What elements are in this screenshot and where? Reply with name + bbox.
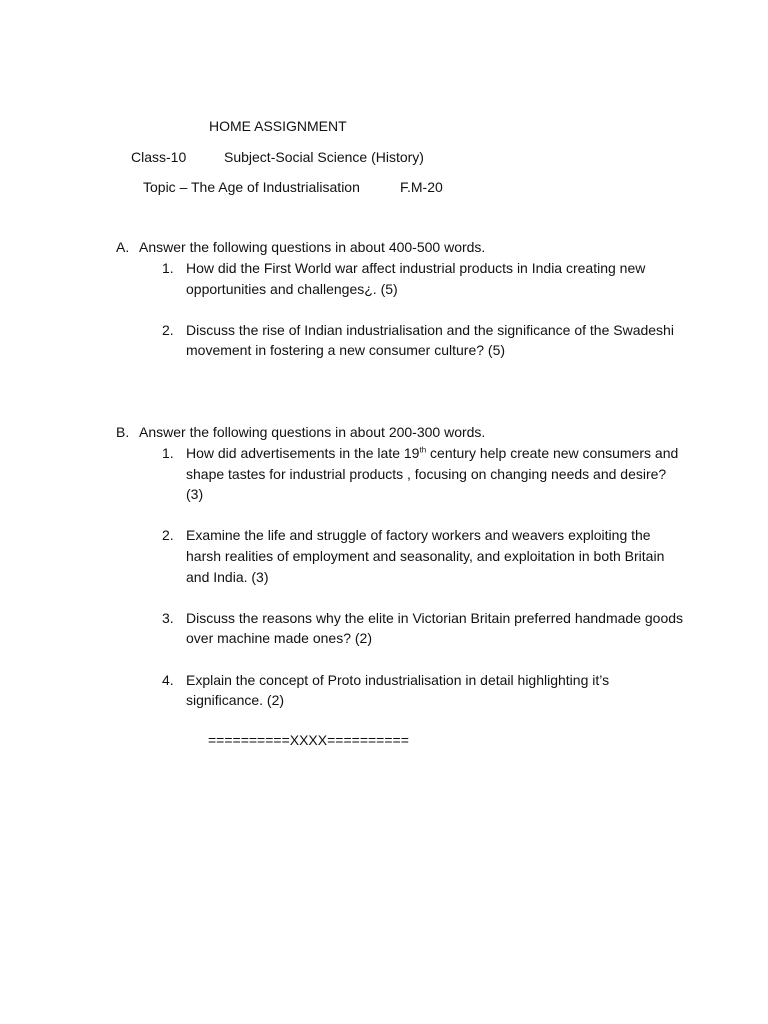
question-number: 3. [162,609,174,626]
section-b-heading [116,422,696,442]
section-instruction: Answer the following questions in about 400-500 words. [139,239,486,255]
full-marks-label: F.M-20 [400,179,443,195]
question-list [116,258,696,361]
question-text: Examine the life and struggle of factory workers and weavers exploiting the harsh realities of employment and seasonality, and exploitation in both Britain and India. (3) [186,527,665,585]
question-item [162,525,696,587]
question-text [186,443,686,505]
question-list [116,443,696,711]
question-item [162,608,696,649]
question-number: 2. [162,321,174,338]
section-b [116,422,696,711]
section-instruction: Answer the following questions in about 200-300 words. [139,424,486,440]
class-label: Class-10 [131,149,187,165]
question-number: 1. [162,445,174,461]
question-text: Discuss the reasons why the elite in Victorian Britain preferred handmade goods over machine made ones? (2) [186,609,684,647]
question-text-part: How did advertisements in the late 19 [186,445,420,461]
end-divider: ==========XXXX========== [208,732,409,748]
question-item [162,258,696,299]
question-number: 2. [162,527,174,544]
subject-label: Subject-Social Science (History) [224,149,424,165]
question-number: 4. [162,671,174,688]
question-item [162,320,696,361]
question-item [162,443,696,505]
section-a [116,237,696,361]
assignment-title: HOME ASSIGNMENT [209,118,347,134]
ordinal-superscript: th [419,445,427,455]
question-text: Discuss the rise of Indian industrialisation and the significance of the Swadeshi movement in fostering a new consumer culture? (5) [186,321,674,359]
topic-label: Topic – The Age of Industrialisation [143,179,360,195]
question-text-part: century help create new consumers and shape tastes for industrial products , focusing on changing needs and desire? (3) [186,445,679,503]
section-letter: B. [116,424,130,440]
question-item [162,670,696,711]
question-text: How did the First World war affect industrial products in India creating new opportunities and challenges¿. (5) [186,260,646,297]
question-text: Explain the concept of Proto industrialisation in detail highlighting it’s significance. (2) [186,671,610,709]
question-number: 1. [162,260,174,276]
section-a-heading [116,237,696,257]
section-letter: A. [116,239,130,255]
